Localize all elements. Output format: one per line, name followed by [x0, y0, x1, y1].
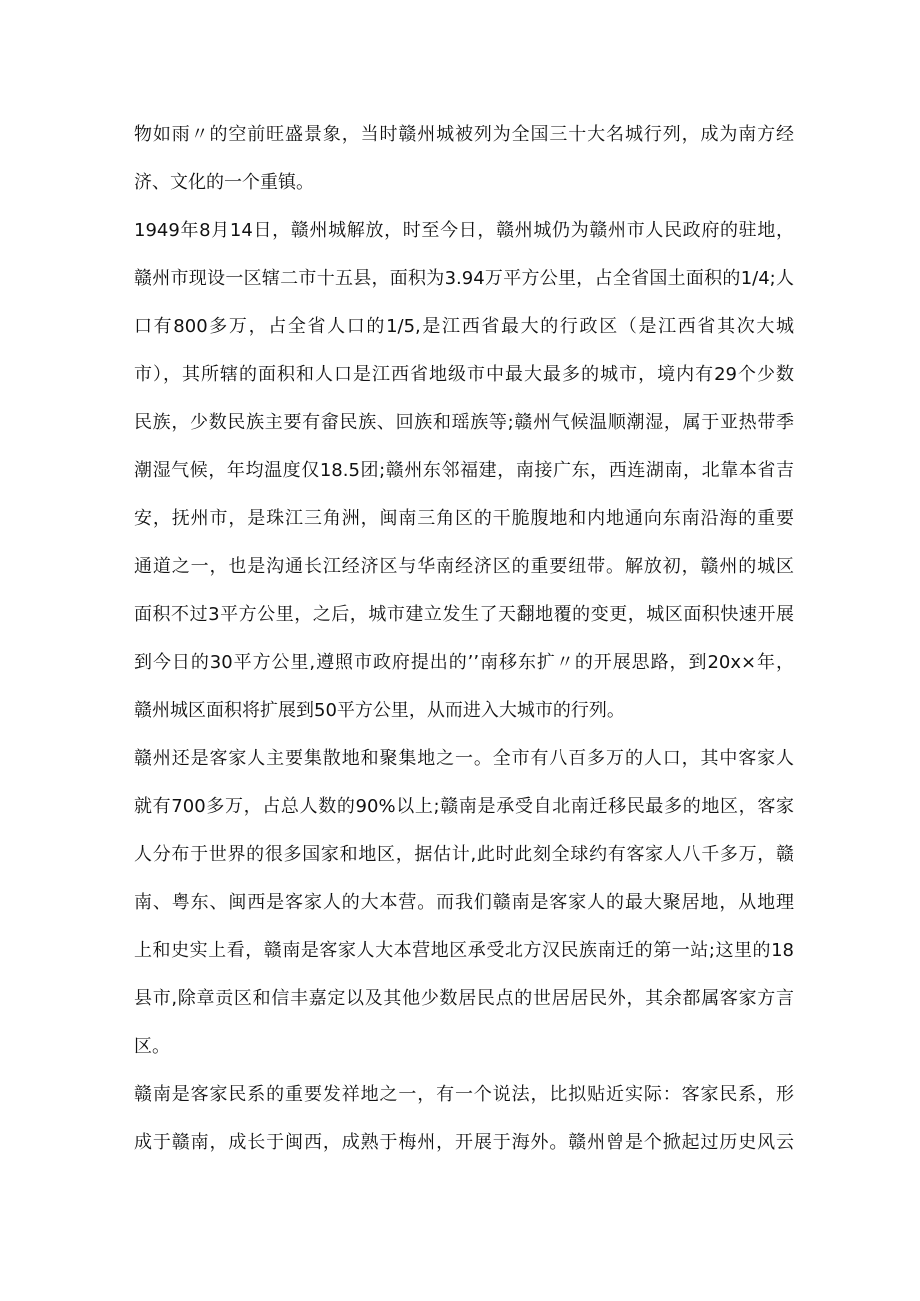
text-line: 赣州还是客家人主要集散地和聚集地之一。全市有八百多万的人口，其中客家人 — [134, 748, 794, 769]
text-line: 县市,除章贡区和信丰嘉定以及其他少数居民点的世居居民外，其余都属客家方言 — [134, 988, 794, 1009]
text-line: 物如雨〃的空前旺盛景象，当时赣州城被列为全国三十大名城行列，成为南方经 — [134, 124, 794, 145]
document-body — [134, 120, 794, 1176]
text-line: 赣南是客家民系的重要发祥地之一，有一个说法，比拟贴近实际：客家民系，形 — [134, 1084, 794, 1105]
text-line: 口有800多万，占全省人口的1/5,是江西省最大的行政区（是江西省其次大城 — [134, 316, 794, 337]
text-line: 安，抚州市，是珠江三角洲，闽南三角区的干脆腹地和内地通向东南沿海的重要 — [134, 508, 794, 529]
text-line: 济、文化的一个重镇。 — [134, 172, 314, 193]
text-line: 人分布于世界的很多国家和地区，据估计,此时此刻全球约有客家人八千多万，赣 — [134, 844, 794, 865]
text-line: 面积不过3平方公里，之后，城市建立发生了天翻地覆的变更，城区面积快速开展 — [134, 604, 794, 625]
text-line: 民族，少数民族主要有畲民族、回族和瑶族等;赣州气候温顺潮湿，属于亚热带季 — [134, 412, 794, 433]
text-line: 到今日的30平方公里,遵照市政府提出的’’南移东扩〃的开展思路，到20x×年， — [134, 652, 794, 673]
text-line: 成于赣南，成长于闽西，成熟于梅州，开展于海外。赣州曾是个掀起过历史风云 — [134, 1132, 794, 1153]
text-line: 赣州城区面积将扩展到50平方公里，从而进入大城市的行列。 — [134, 700, 625, 721]
text-line: 通道之一，也是沟通长江经济区与华南经济区的重要纽带。解放初，赣州的城区 — [134, 556, 794, 577]
text-line: 赣州市现设一区辖二市十五县，面积为3.94万平方公里，占全省国土面积的1/4;人 — [134, 268, 794, 289]
text-line: 上和史实上看，赣南是客家人大本营地区承受北方汉民族南迁的第一站;这里的18 — [134, 940, 794, 961]
text-line: 南、粤东、闽西是客家人的大本营。而我们赣南是客家人的最大聚居地，从地理 — [134, 892, 794, 913]
text-line: 1949年8月14日，赣州城解放，时至今日，赣州城仍为赣州市人民政府的驻地， — [134, 220, 794, 241]
text-line: 就有700多万，占总人数的90%以上;赣南是承受自北南迁移民最多的地区，客家 — [134, 796, 794, 817]
text-line: 市），其所辖的面积和人口是江西省地级市中最大最多的城市，境内有29个少数 — [134, 364, 794, 385]
text-line: 潮湿气候，年均温度仅18.5团;赣州东邻福建，南接广东，西连湖南，北靠本省吉 — [134, 460, 794, 481]
text-line: 区。 — [134, 1036, 170, 1057]
